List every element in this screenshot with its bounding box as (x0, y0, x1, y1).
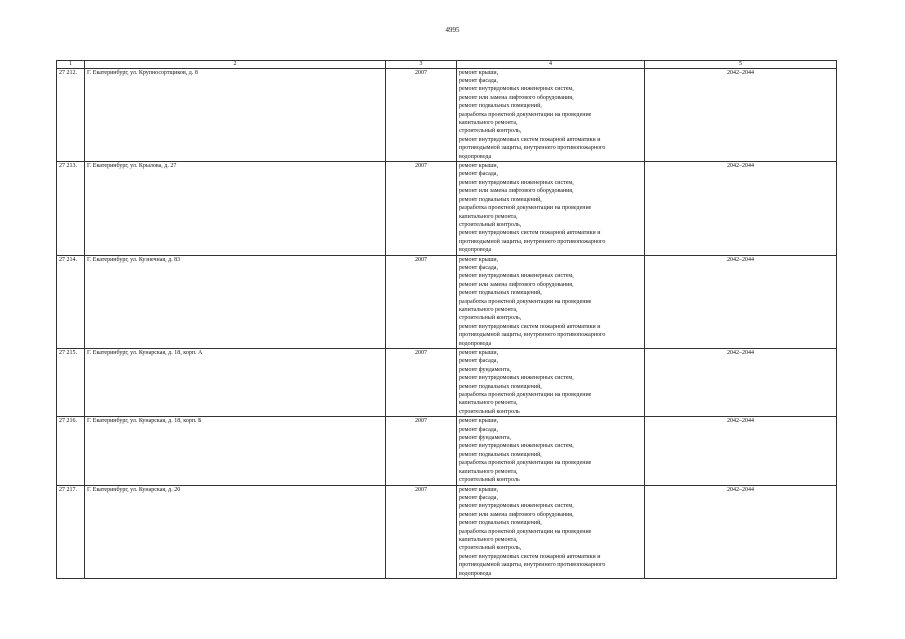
work-item: разработка проектной документации на проведение (459, 205, 592, 212)
period-cell: 2042–2044 (645, 68, 837, 161)
work-item: строительный контроль, (459, 128, 522, 135)
work-item: ремонт внутридомовых инженерных систем, (459, 273, 574, 280)
period-cell: 2042–2044 (645, 162, 837, 255)
period-cell: 2042–2044 (645, 485, 837, 578)
work-item: водопровода (459, 153, 492, 160)
work-item: капитального ремонта, (459, 536, 518, 543)
year-cell: 2007 (386, 162, 457, 255)
work-item: водопровода (459, 570, 492, 577)
year-cell: 2007 (386, 349, 457, 417)
address-cell: Г. Екатеринбург, ул. Крылова, д. 27 (85, 162, 386, 255)
row-number: 27 217. (57, 485, 85, 578)
work-item: ремонт крыши, (459, 486, 499, 493)
works-cell (457, 162, 645, 255)
work-item: ремонт или замена лифтового оборудования, (459, 281, 574, 288)
address-cell: Г. Екатеринбург, ул. Кунарская, д. 20 (85, 485, 386, 578)
year-cell: 2007 (386, 417, 457, 485)
work-item: ремонт внутридомовых систем пожарной автоматики и (459, 553, 601, 560)
work-item: разработка проектной документации на проведение (459, 298, 592, 305)
work-item: капитального ремонта, (459, 468, 518, 475)
work-item: ремонт внутридомовых систем пожарной автоматики и (459, 136, 601, 143)
address-cell: Г. Екатеринбург, ул. Кунарская, д. 18, корп. Б (85, 417, 386, 485)
work-item: капитального ремонта, (459, 400, 518, 407)
work-item: разработка проектной документации на проведение (459, 392, 592, 399)
work-item: ремонт фасада, (459, 494, 498, 501)
work-item: ремонт фасада, (459, 426, 498, 433)
table-header-row (57, 61, 837, 69)
work-item: ремонт внутридомовых систем пожарной автоматики и (459, 230, 601, 237)
column-header: 2 (85, 61, 386, 69)
work-item: противодымной защиты, внутреннего противопожарного (459, 145, 606, 152)
work-item: водопровода (459, 340, 492, 347)
work-item: ремонт или замена лифтового оборудования, (459, 94, 574, 101)
work-item: ремонт внутридомовых инженерных систем, (459, 503, 574, 510)
work-item: ремонт крыши, (459, 418, 499, 425)
work-item: строительный контроль, (459, 221, 522, 228)
work-item: противодымной защиты, внутреннего противопожарного (459, 332, 606, 339)
column-header: 5 (645, 61, 837, 69)
work-item: ремонт фасада, (459, 171, 498, 178)
work-item: ремонт фасада, (459, 358, 498, 365)
row-number: 27 212. (57, 68, 85, 161)
works-cell (457, 255, 645, 348)
work-item: ремонт фасада, (459, 78, 498, 84)
work-item: ремонт подвальных помещений, (459, 520, 542, 527)
work-item: разработка проектной документации на проведение (459, 528, 592, 535)
work-item: капитального ремонта, (459, 213, 518, 220)
work-item: ремонт подвальных помещений, (459, 103, 542, 110)
period-cell: 2042–2044 (645, 417, 837, 485)
work-item: противодымной защиты, внутреннего противопожарного (459, 238, 606, 245)
work-item: строительный контроль, (459, 315, 522, 322)
row-number: 27 213. (57, 162, 85, 255)
work-item: разработка проектной документации на проведение (459, 460, 592, 467)
year-cell: 2007 (386, 68, 457, 161)
work-item: разработка проектной документации на проведение (459, 111, 592, 118)
works-cell (457, 417, 645, 485)
work-item: ремонт крыши, (459, 69, 499, 76)
address-cell: Г. Екатеринбург, ул. Кузнечная, д. 83 (85, 255, 386, 348)
work-item: ремонт фундамента, (459, 435, 511, 442)
row-number: 27 216. (57, 417, 85, 485)
work-item: ремонт крыши, (459, 350, 499, 356)
table-row (57, 255, 837, 348)
work-item: ремонт или замена лифтового оборудования, (459, 511, 574, 518)
work-item: противодымной защиты, внутреннего противопожарного (459, 562, 606, 569)
work-item: ремонт подвальных помещений, (459, 290, 542, 297)
period-cell: 2042–2044 (645, 255, 837, 348)
work-item: строительный контроль (459, 408, 520, 415)
year-cell: 2007 (386, 485, 457, 578)
work-item: ремонт или замена лифтового оборудования, (459, 188, 574, 195)
work-item: строительный контроль, (459, 545, 522, 552)
work-item: ремонт крыши, (459, 163, 499, 170)
table-row (57, 485, 837, 578)
work-item: ремонт внутридомовых инженерных систем, (459, 86, 574, 93)
period-cell: 2042–2044 (645, 349, 837, 417)
row-number: 27 214. (57, 255, 85, 348)
address-cell: Г. Екатеринбург, ул. Кунарская, д. 18, корп. А (85, 349, 386, 417)
work-item: ремонт фундамента, (459, 366, 511, 373)
work-item: ремонт фасада, (459, 264, 498, 271)
page-number: 4995 (445, 26, 460, 34)
work-item: ремонт внутридомовых инженерных систем, (459, 179, 574, 186)
table-row (57, 162, 837, 255)
row-number: 27 215. (57, 349, 85, 417)
works-cell (457, 485, 645, 578)
table-row (57, 349, 837, 417)
work-item: строительный контроль (459, 477, 520, 484)
work-item: ремонт внутридомовых систем пожарной автоматики и (459, 323, 601, 330)
work-item: ремонт крыши, (459, 256, 499, 263)
work-item: ремонт подвальных помещений, (459, 196, 542, 203)
work-item: ремонт подвальных помещений, (459, 383, 542, 390)
address-cell: Г. Екатеринбург, ул. Крупносортщиков, д. 8 (85, 68, 386, 161)
work-item: водопровода (459, 247, 492, 254)
work-item: ремонт внутридомовых инженерных систем, (459, 443, 574, 450)
column-header: 1 (57, 61, 85, 69)
work-item: ремонт внутридомовых инженерных систем, (459, 375, 574, 382)
work-item: капитального ремонта, (459, 120, 518, 127)
work-item: капитального ремонта, (459, 306, 518, 313)
works-cell (457, 349, 645, 417)
column-header: 3 (386, 61, 457, 69)
works-cell (457, 68, 645, 161)
year-cell: 2007 (386, 255, 457, 348)
work-item: ремонт подвальных помещений, (459, 451, 542, 458)
table-row (57, 417, 837, 485)
repair-schedule-table (56, 60, 837, 579)
column-header: 4 (457, 61, 645, 69)
table-row (57, 68, 837, 161)
